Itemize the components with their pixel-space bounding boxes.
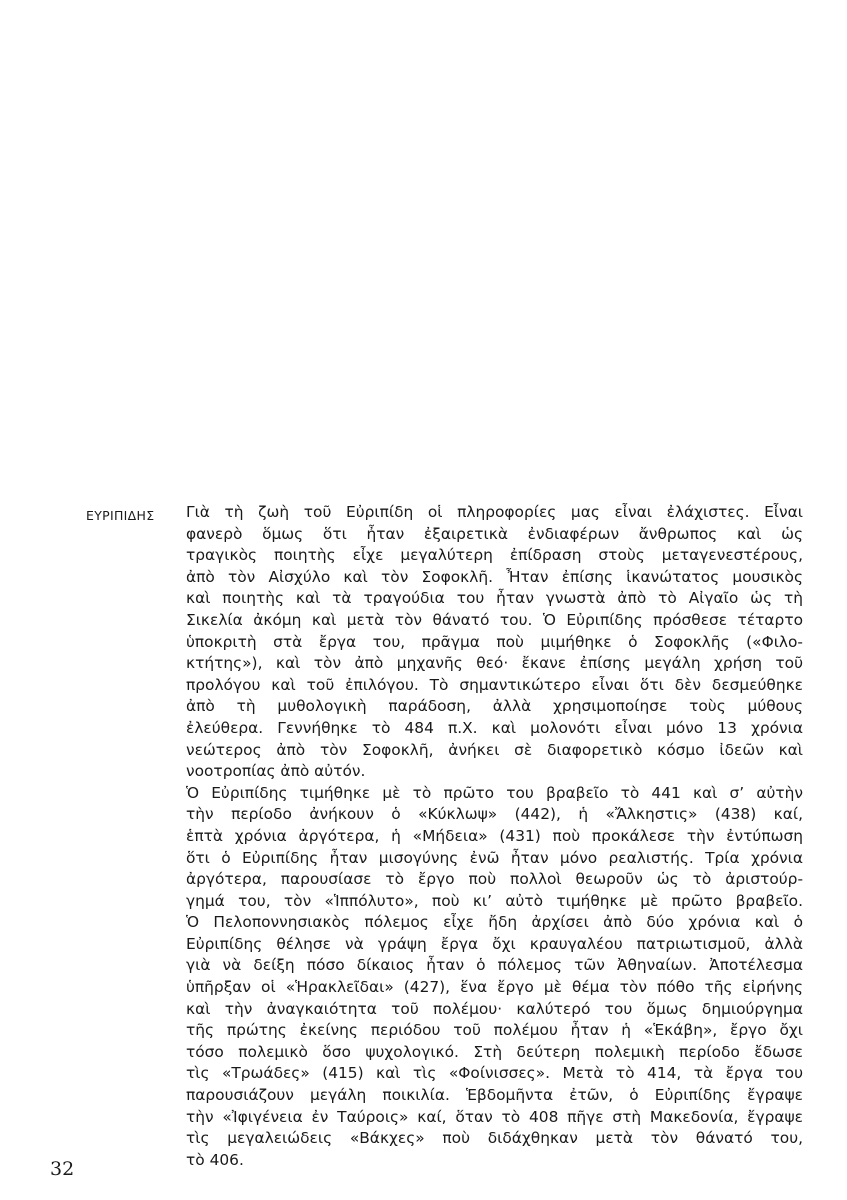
text-line: κτήτης»), καὶ τὸν ἀπὸ μηχανῆς θεό· ἔκανε ἐπίσης μεγάλη χρήση τοῦ xyxy=(186,654,803,673)
text-line: ἀργότερα, παρουσίασε τὸ ἔργο ποὺ πολλοὶ θεωροῦν ὡς τὸ ἀριστούρ- xyxy=(186,870,803,889)
text-line: ὑπῆρξαν οἱ «Ἡρακλεῖδαι» (427), ἕνα ἔργο μὲ θέμα τὸν πόθο τῆς εἰρήνης xyxy=(186,978,803,997)
text-line: τὶς μεγαλειώδεις «Βάκχες» ποὺ διδάχθηκαν μετὰ τὸν θάνατό του, xyxy=(186,1129,803,1148)
text-line: Εὐριπίδης θέλησε νὰ γράψη ἔργα ὄχι κραυγαλέου πατριωτισμοῦ, ἀλλὰ xyxy=(186,934,803,953)
text-line: Ὁ Πελοποννησιακὸς πόλεμος εἶχε ἤδη ἀρχίσει ἀπὸ δύο χρόνια καὶ ὁ xyxy=(186,913,803,932)
text-line: ἑπτὰ χρόνια ἀργότερα, ἡ «Μήδεια» (431) ποὺ προκάλεσε τὴν ἐντύπωση xyxy=(186,826,803,845)
margin-heading: ΕΥΡΙΠΙΔΗΣ xyxy=(86,508,155,523)
text-line: γημά του, τὸν «Ἱππόλυτο», ποὺ κι’ αὐτὸ τιμήθηκε μὲ πρῶτο βραβεῖο. xyxy=(186,891,803,910)
text-line: παρουσιάζουν μεγάλη ποικιλία. Ἑβδομῆντα ἐτῶν, ὁ Εὐριπίδης ἔγραψε xyxy=(186,1086,803,1105)
body-text xyxy=(186,502,803,1171)
text-line: ἐλεύθερα. Γεννήθηκε τὸ 484 π.Χ. καὶ μολονότι εἶναι μόνο 13 χρόνια xyxy=(186,718,803,737)
text-line: καὶ τὴν ἀναγκαιότητα τοῦ πολέμου· καλύτερό του ὅμως δημιούργημα xyxy=(186,999,803,1018)
text-line: καὶ ποιητὴς καὶ τὰ τραγούδια του ἦταν γνωστὰ ἀπὸ τὸ Αἰγαῖο ὡς τὴ xyxy=(186,589,803,608)
text-line: φανερὸ ὅμως ὅτι ἦταν ἐξαιρετικὰ ἐνδιαφέρων ἄνθρωπος καὶ ὡς xyxy=(186,524,803,543)
text-line: τὴν «Ἰφιγένεια ἐν Ταύροις» καί, ὅταν τὸ 408 πῆγε στὴ Μακεδονία, ἔγραψε xyxy=(186,1107,803,1126)
text-line: ἀπὸ τὴ μυθολογικὴ παράδοση, ἀλλὰ χρησιμοποίησε τοὺς μύθους xyxy=(186,697,803,716)
text-line: νεώτερος ἀπὸ τὸν Σοφοκλῆ, ἀνήκει σὲ διαφορετικὸ κόσμο ἰδεῶν καὶ xyxy=(186,740,803,759)
text-line: γιὰ νὰ δείξη πόσο δίκαιος ἦταν ὁ πόλεμος τῶν Ἀθηναίων. Ἀποτέλεσμα xyxy=(186,956,803,975)
text-line: νοοτροπίας ἀπὸ αὐτόν. xyxy=(186,762,366,781)
text-line: προλόγου καὶ τοῦ ἐπιλόγου. Τὸ σημαντικώτερο εἶναι ὅτι δὲν δεσμεύθηκε xyxy=(186,675,803,694)
text-line: τραγικὸς ποιητὴς εἶχε μεγαλύτερη ἐπίδραση στοὺς μεταγενεστέρους, xyxy=(186,546,803,565)
text-line: ἀπὸ τὸν Αἰσχύλο καὶ τὸν Σοφοκλῆ. Ἦταν ἐπίσης ἱκανώτατος μουσικὸς xyxy=(186,567,803,586)
text-line: τὴν περίοδο ἀνήκουν ὁ «Κύκλωψ» (442), ἡ «Ἄλκηστις» (438) καί, xyxy=(186,805,803,824)
text-line: τῆς πρώτης ἐκείνης περιόδου τοῦ πολέμου ἦταν ἡ «Ἑκάβη», ἔργο ὄχι xyxy=(186,1021,803,1040)
text-line: τὶς «Τρωάδες» (415) καὶ τὶς «Φοίνισσες». Μετὰ τὸ 414, τὰ ἔργα του xyxy=(186,1064,803,1083)
text-line: τόσο πολεμικὸ ὅσο ψυχολογικό. Στὴ δεύτερη πολεμικὴ περίοδο ἔδωσε xyxy=(186,1042,803,1061)
text-line: ὑποκριτὴ στὰ ἔργα του, πρᾶγμα ποὺ μιμήθηκε ὁ Σοφοκλῆς («Φιλο- xyxy=(186,632,803,651)
text-line: Σικελία ἀκόμη καὶ μετὰ τὸν θάνατό του. Ὁ Εὐριπίδης πρόσθεσε τέταρτο xyxy=(186,610,803,629)
text-line: τὸ 406. xyxy=(186,1150,244,1169)
text-line: Ὁ Εὐριπίδης τιμήθηκε μὲ τὸ πρῶτο του βραβεῖο τὸ 441 καὶ σ’ αὐτὴν xyxy=(186,783,803,802)
text-line: ὅτι ὁ Εὐριπίδης ἦταν μισογύνης ἐνῶ ἦταν μόνο ρεαλιστής. Τρία χρόνια xyxy=(186,848,803,867)
page-number: 32 xyxy=(50,1158,75,1180)
text-line: Γιὰ τὴ ζωὴ τοῦ Εὐριπίδη οἱ πληροφορίες μας εἶναι ἐλάχιστες. Εἶναι xyxy=(186,503,803,521)
